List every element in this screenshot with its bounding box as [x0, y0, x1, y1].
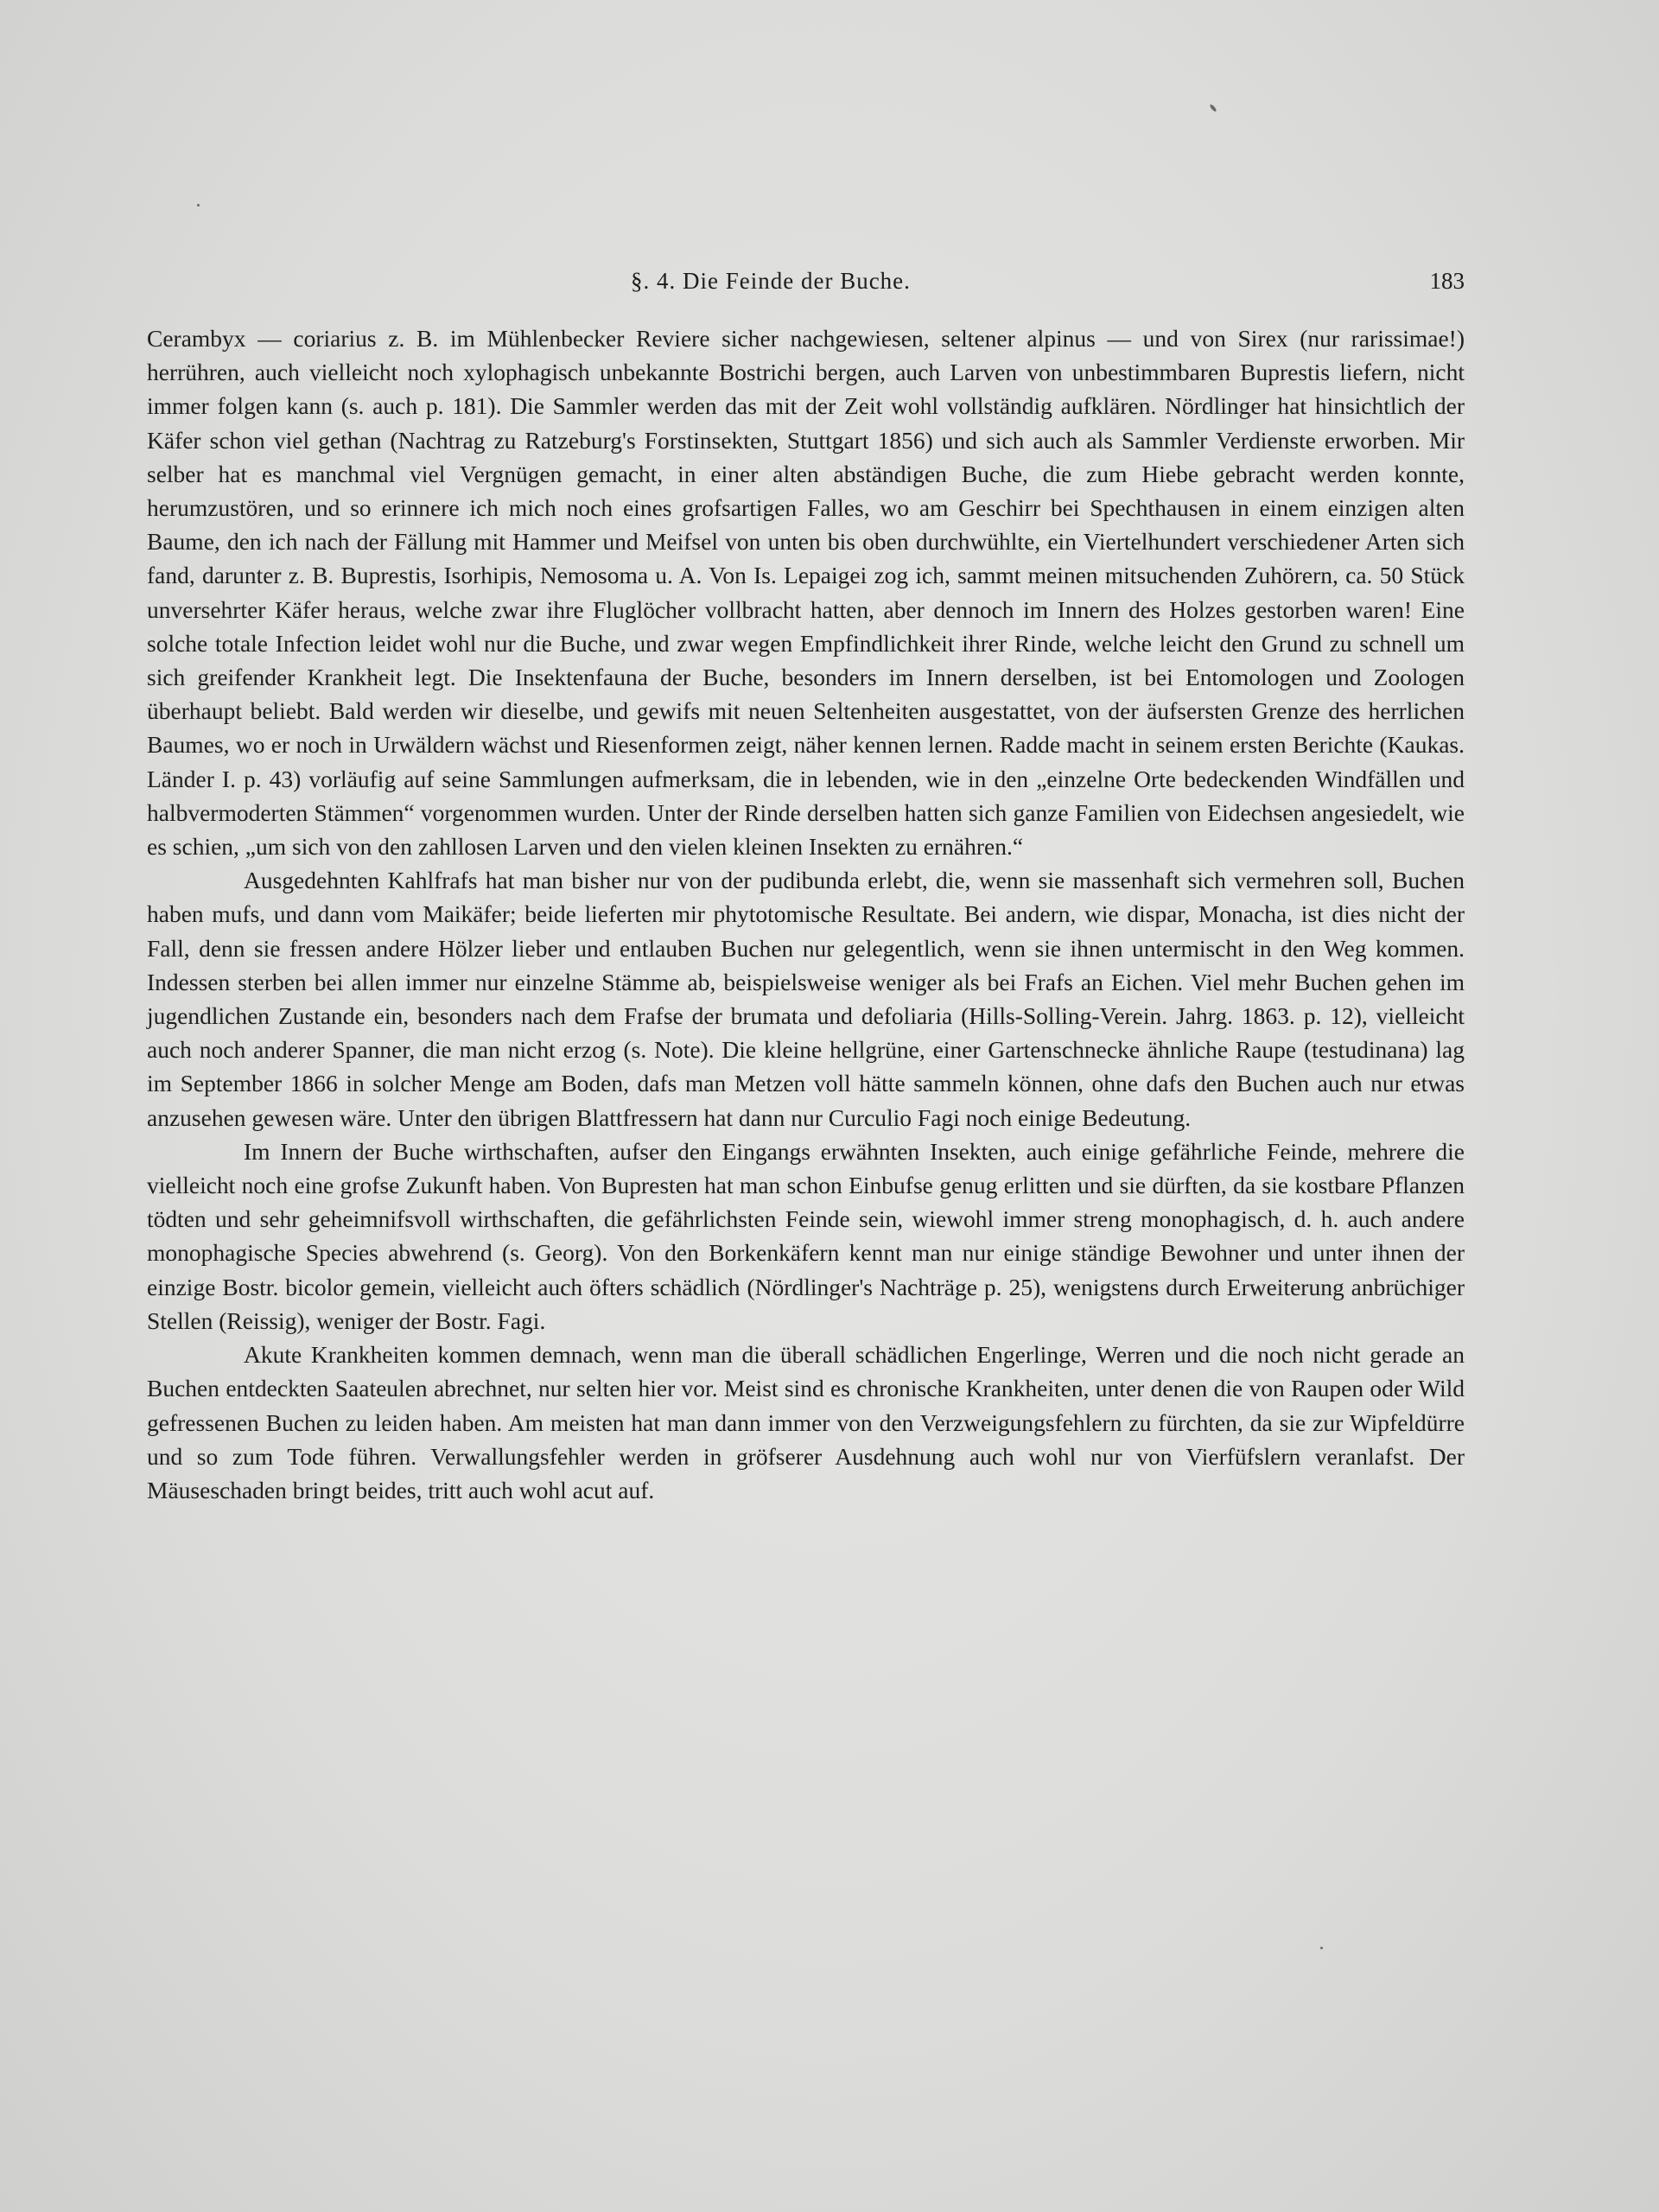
page-header	[147, 268, 1465, 311]
running-head: §. 4. Die Feinde der Buche.	[631, 268, 911, 294]
paper-speck	[1320, 1947, 1323, 1949]
paragraph: Im Innern der Buche wirthschaften, aufser den Eingangs erwähnten Insekten, auch einige gefährliche Feinde, mehrere die vielleicht noch eine grofse Zukunft haben. Von Bupresten hat man schon Einbufse genug erlitten und sie dürften, da sie kostbare Pflanzen tödten und sehr geheimnifsvoll wirthschaften, die gefährlichsten Feinde sein, wiewohl immer streng monophagisch, d. h. auch andere monophagische Species abwehrend (s. Georg). Von den Borkenkäfern kennt man nur einige ständige Bewohner und unter ihnen der einzige Bostr. bicolor gemein, vielleicht auch öfters schädlich (Nördlinger's Nachträge p. 25), wenigstens durch Erweiterung anbrüchiger Stellen (Reissig), weniger der Bostr. Fagi.	[147, 1137, 1465, 1334]
page-number: 183	[1429, 268, 1465, 294]
paragraph: Ausgedehnten Kahlfrafs hat man bisher nur von der pudibunda erlebt, die, wenn sie massenhaft sich vermehren soll, Buchen haben mufs, und dann vom Maikäfer; beide lieferten mir phytotomische Resultate. Bei andern, wie dispar, Monacha, ist dies nicht der Fall, denn sie fressen andere Hölzer lieber und entlauben Buchen nur gelegentlich, wenn sie ihnen untermischt in den Weg kommen. Indessen sterben bei allen immer nur einzelne Stämme ab, beispielsweise weniger als bei Frafs an Eichen. Viel mehr Buchen gehen im jugendlichen Zustande ein, besonders nach dem Frafse der brumata und defoliaria (Hills-Solling-Verein. Jahrg. 1863. p. 12), vielleicht auch noch anderer Spanner, die man nicht erzog (s. Note). Die kleine hellgrüne, einer Gartenschnecke ähnliche Raupe (testudinana) lag im September 1866 in solcher Menge am Boden, dafs man Metzen voll hätte sammeln können, ohne dafs den Buchen auch nur etwas anzusehen gewesen wäre. Unter den übrigen Blattfressern hat dann nur Curculio Fagi noch einige Bedeutung.	[147, 867, 1465, 1131]
paragraph: Cerambyx — coriarius z. B. im Mühlenbecker Reviere sicher nachgewiesen, seltener alpinus — und von Sirex (nur rarissimae!) herrühren, auch vielleicht noch xylophagisch unbekannte Bostrichi bergen, auch Larven von unbestimmbaren Buprestis liefern, nicht immer folgen kann (s. auch p. 181). Die Sammler werden das mit der Zeit wohl vollständig aufklären. Nördlinger hat hinsichtlich der Käfer schon viel gethan (Nachtrag zu Ratzeburg's Forstinsekten, Stuttgart 1856) und sich auch als Sammler Verdienste erworben. Mir selber hat es manchmal viel Vergnügen gemacht, in einer alten abständigen Buche, die zum Hiebe gebracht werden konnte, herumzustören, und so erinnere ich mich noch eines grofsartigen Falles, wo am Geschirr bei Spechthausen in einem einzigen alten Baume, den ich nach der Fällung mit Hammer und Meifsel von unten bis oben durchwühlte, ein Viertelhundert verschiedener Arten sich fand, darunter z. B. Buprestis, Isorhipis, Nemosoma u. A. Von Is. Lepaigei zog ich, sammt meinen mitsuchenden Zuhörern, ca. 50 Stück unversehrter Käfer heraus, welche zwar ihre Fluglöcher vollbracht hatten, aber dennoch im Innern des Holzes gestorben waren! Eine solche totale Infection leidet wohl nur die Buche, und zwar wegen Empfindlichkeit ihrer Rinde, welche leicht den Grund zu schnell um sich greifender Krankheit legt. Die Insektenfauna der Buche, besonders im Innern derselben, ist bei Entomologen und Zoologen überhaupt beliebt. Bald werden wir dieselbe, und gewifs mit neuen Seltenheiten ausgestattet, von der äufsersten Grenze des herrlichen Baumes, wo er noch in Urwäldern wächst und Riesenformen zeigt, näher kennen lernen. Radde macht in seinem ersten Berichte (Kaukas. Länder I. p. 43) vorläufig auf seine Sammlungen aufmerksam, die in lebenden, wie in den „einzelne Orte bedeckenden Windfällen und halbvermoderten Stämmen“ vorgenommen wurden. Unter der Rinde derselben hatten sich ganze Familien von Eidechsen angesiedelt, wie es schien, „um sich von den zahllosen Larven und den vielen kleinen Insekten zu ernähren.“	[147, 325, 1465, 861]
paragraph: Akute Krankheiten kommen demnach, wenn man die überall schädlichen Engerlinge, Werren und die noch nicht gerade an Buchen entdeckten Saateulen abrechnet, nur selten hier vor. Meist sind es chronische Krankheiten, unter denen die von Raupen oder Wild gefressenen Buchen zu leiden haben. Am meisten hat man dann immer von den Verzweigungsfehlern zu fürchten, da sie zur Wipfeldürre und so zum Tode führen. Verwallungsfehler werden in gröfserer Ausdehnung auch wohl nur von Vierfüfslern veranlafst. Der Mäuseschaden bringt beides, tritt auch wohl acut auf.	[147, 1341, 1465, 1503]
paper-speck	[1209, 104, 1217, 112]
body-text	[147, 321, 1465, 1507]
paper-speck	[197, 204, 200, 207]
